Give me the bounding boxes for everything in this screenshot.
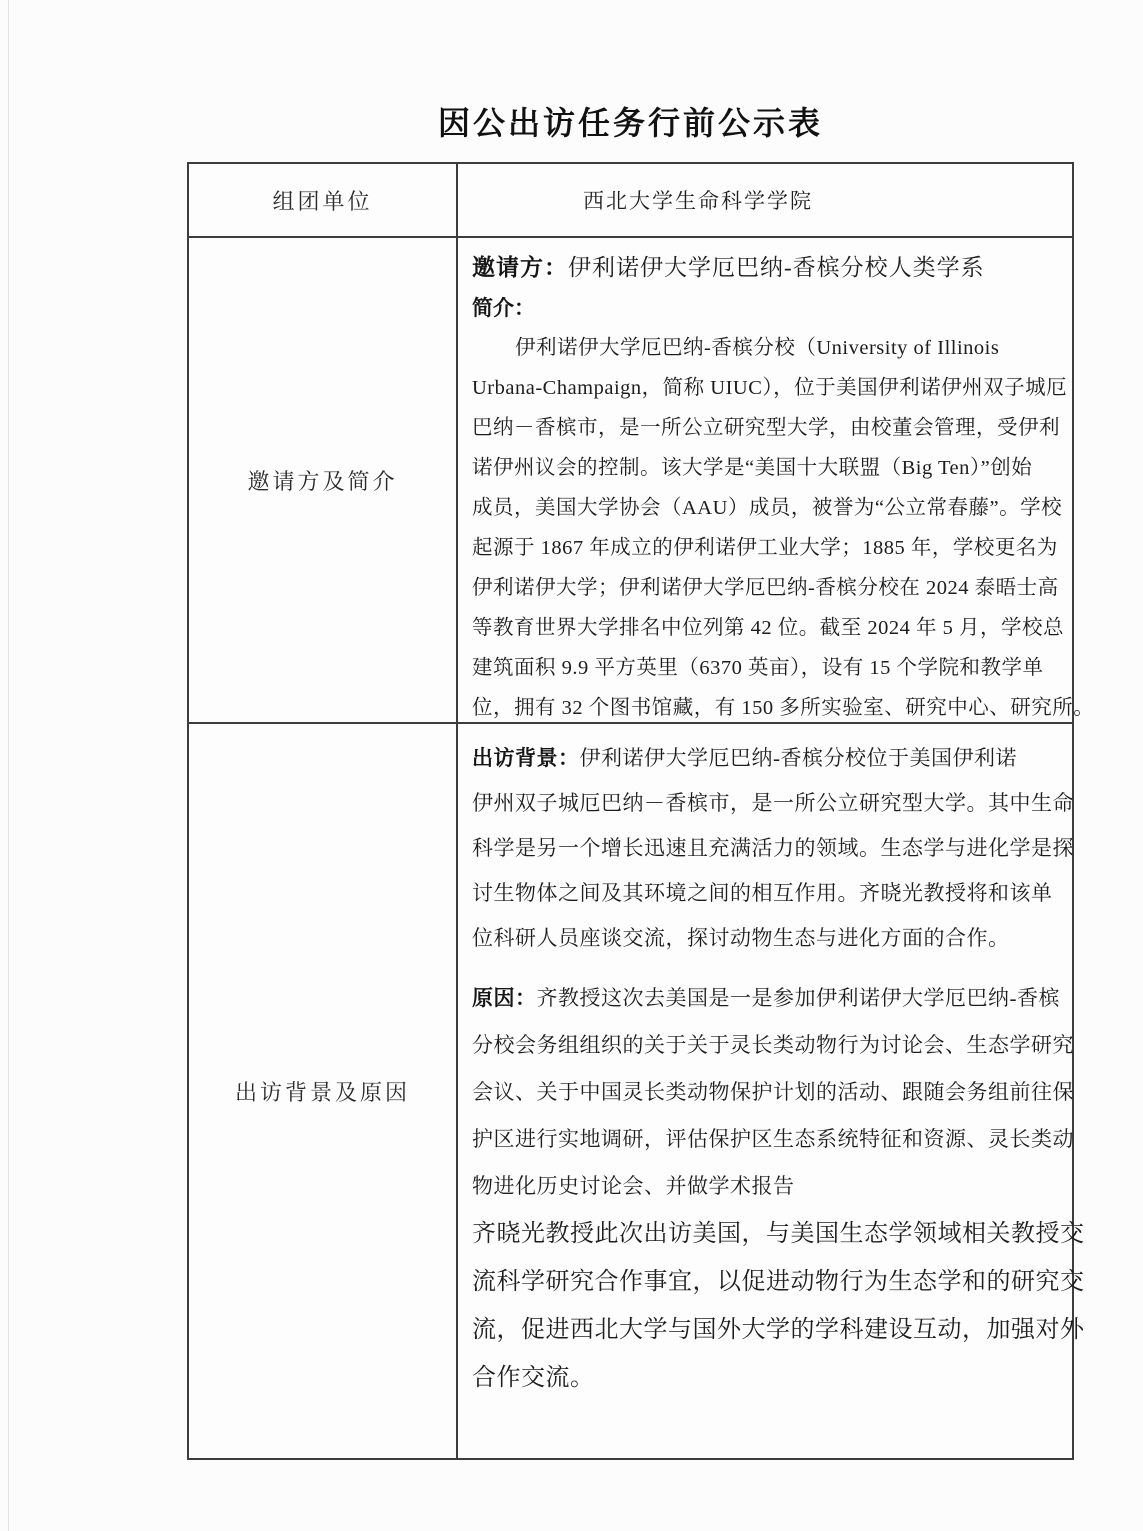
table-row-group-unit <box>189 164 1072 238</box>
text-line: 流科学研究合作事宜，以促进动物行为生态学和的研究交 <box>472 1269 1085 1295</box>
scan-edge-artifact <box>8 0 9 1531</box>
text-line: 伊利诺伊大学厄巴纳-香槟分校（University of Illinois <box>515 337 1000 359</box>
value-cell-inviter-brief <box>458 238 1106 722</box>
label-cell-inviter-brief: 邀请方及简介 <box>189 238 458 722</box>
text-line: 起源于 1867 年成立的伊利诺伊工业大学；1885 年，学校更名为 <box>472 537 1058 559</box>
text-line: 位科研人员座谈交流，探讨动物生态与进化方面的合作。 <box>472 926 1010 950</box>
text-line: 成员，美国大学协会（AAU）成员，被誉为“公立常春藤”。学校 <box>472 497 1063 519</box>
brief-label: 简介： <box>472 296 535 320</box>
conclusion-paragraph <box>472 1210 1085 1402</box>
inviter-line <box>472 248 1094 288</box>
label-cell-background-reason: 出访背景及原因 <box>189 724 458 1458</box>
text-line: 诺伊州议会的控制。该大学是“美国十大联盟（Big Ten）”创始 <box>472 457 1033 479</box>
inviter-label: 邀请方： <box>472 255 568 280</box>
value-cell-group-unit <box>458 164 1072 236</box>
background-lines <box>472 781 1085 961</box>
text-line: 伊州双子城厄巴纳－香槟市，是一所公立研究型大学。其中生命 <box>472 791 1074 815</box>
table-row-background-reason <box>189 724 1085 1458</box>
label-cell-group-unit: 组团单位 <box>189 164 458 236</box>
brief-paragraph <box>472 328 1094 728</box>
reason-paragraph <box>472 975 1085 1210</box>
background-first-text: 伊利诺伊大学厄巴纳-香槟分校位于美国伊利诺 <box>579 746 1017 770</box>
text-line: 等教育世界大学排名中位列第 42 位。截至 2024 年 5 月，学校总 <box>472 617 1064 639</box>
background-label: 出访背景： <box>472 746 580 770</box>
reason-label: 原因： <box>472 986 537 1010</box>
reason-first-line <box>472 975 1085 1022</box>
text-line: 流，促进西北大学与国外大学的学科建设互动，加强对外 <box>472 1317 1085 1343</box>
reason-first-text: 齐教授这次去美国是一是参加伊利诺伊大学厄巴纳-香槟 <box>536 986 1060 1010</box>
text-line: 会议、关于中国灵长类动物保护计划的活动、跟随会务组前往保 <box>472 1080 1074 1104</box>
text-line: 伊利诺伊大学；伊利诺伊大学厄巴纳-香槟分校在 2024 泰晤士高 <box>472 577 1059 599</box>
text-line: 分校会务组组织的关于关于灵长类动物行为讨论会、生态学研究 <box>472 1033 1074 1057</box>
group-unit-value: 西北大学生命科学学院 <box>583 189 813 213</box>
text-line: 护区进行实地调研，评估保护区生态系统特征和资源、灵长类动 <box>472 1127 1074 1151</box>
text-line: 合作交流。 <box>472 1365 595 1391</box>
text-line: 齐晓光教授此次出访美国，与美国生态学领域相关教授交 <box>472 1221 1085 1247</box>
notice-table <box>187 162 1095 1460</box>
text-line: 讨生物体之间及其环境之间的相互作用。齐晓光教授将和该单 <box>472 881 1053 905</box>
background-first-line <box>472 736 1085 781</box>
text-line: 建筑面积 9.9 平方英里（6370 英亩），设有 15 个学院和教学单 <box>472 657 1044 679</box>
text-line: 物进化历史讨论会、并做学术报告 <box>472 1174 795 1198</box>
text-line: Urbana-Champaign，简称 UIUC），位于美国伊利诺伊州双子城厄 <box>472 377 1068 399</box>
text-line: 科学是另一个增长迅速且充满活力的领域。生态学与进化学是探 <box>472 836 1074 860</box>
text-line: 巴纳－香槟市，是一所公立研究型大学，由校董会管理，受伊利 <box>472 417 1060 439</box>
reason-lines <box>472 1022 1085 1210</box>
page-title: 因公出访任务行前公示表 <box>437 105 823 141</box>
background-paragraph <box>472 736 1085 961</box>
value-cell-background-reason <box>458 724 1097 1458</box>
text-line: 位，拥有 32 个图书馆藏，有 150 多所实验室、研究中心、研究所。 <box>472 697 1095 719</box>
table-row-inviter-brief <box>189 238 1095 724</box>
inviter-name: 伊利诺伊大学厄巴纳-香槟分校人类学系 <box>568 255 985 280</box>
